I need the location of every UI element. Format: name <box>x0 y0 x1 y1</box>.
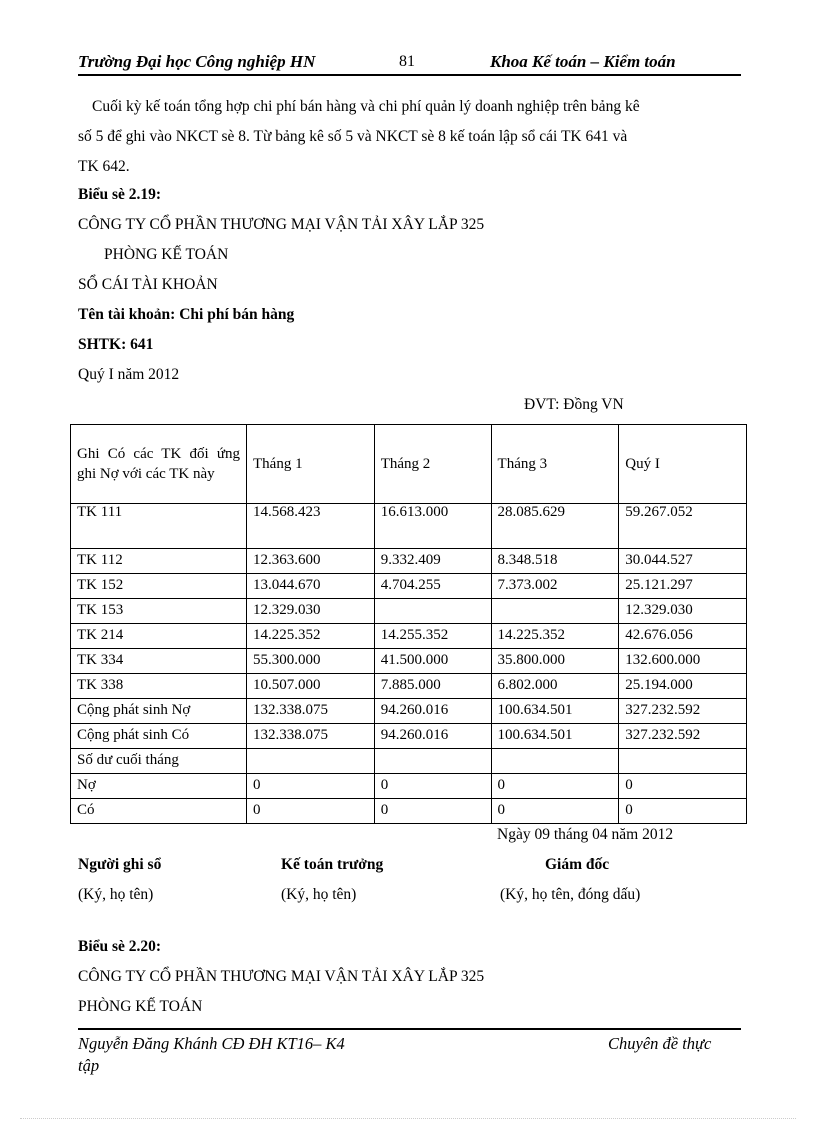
header-cell: Quý I <box>619 425 747 504</box>
account-number: SHTK: 641 <box>78 336 154 353</box>
table-cell: Cộng phát sinh Nợ <box>71 699 247 724</box>
table-cell: Cộng phát sinh Có <box>71 724 247 749</box>
header-cell: Tháng 2 <box>374 425 491 504</box>
table-cell: TK 214 <box>71 624 247 649</box>
table-cell: 132.338.075 <box>247 724 375 749</box>
currency-unit: ĐVT: Đồng VN <box>524 396 624 413</box>
table-cell: 59.267.052 <box>619 504 747 549</box>
table-row <box>71 649 747 674</box>
table-cell: 8.348.518 <box>491 549 619 574</box>
signature-role-director: Giám đốc <box>545 856 610 873</box>
table-cell: 0 <box>247 774 375 799</box>
table-cell: 327.232.592 <box>619 724 747 749</box>
table-cell: 0 <box>247 799 375 824</box>
table-cell: 13.044.670 <box>247 574 375 599</box>
table-cell: 132.338.075 <box>247 699 375 724</box>
table-cell <box>491 599 619 624</box>
table-cell: 0 <box>619 774 747 799</box>
header-school: Trường Đại học Công nghiệp HN <box>78 52 316 71</box>
table-cell: 7.885.000 <box>374 674 491 699</box>
account-name: Tên tài khoản: Chi phí bán hàng <box>78 306 295 323</box>
table-cell: 55.300.000 <box>247 649 375 674</box>
department-name-2: PHÒNG KẾ TOÁN <box>78 998 203 1015</box>
table-row <box>71 624 747 649</box>
table-cell <box>247 749 375 774</box>
table-cell: 12.329.030 <box>619 599 747 624</box>
table-cell: 0 <box>374 774 491 799</box>
table-row <box>71 549 747 574</box>
header-cell: Ghi Có các TK đối ứng ghi Nợ với các TK này <box>71 425 247 504</box>
intro-line-2: số 5 để ghi vào NKCT sè 8. Từ bảng kê số 5 và NKCT sè 8 kế toán lập sổ cái TK 641 và <box>78 128 628 145</box>
table-cell: Số dư cuối tháng <box>71 749 247 774</box>
header-cell: Tháng 1 <box>247 425 375 504</box>
table-cell <box>374 749 491 774</box>
table-cell: 14.225.352 <box>491 624 619 649</box>
header-faculty: Khoa Kế toán – Kiểm toán <box>490 52 676 71</box>
form-label: Biểu sè 2.19: <box>78 186 162 203</box>
table-cell: 35.800.000 <box>491 649 619 674</box>
table-cell: 41.500.000 <box>374 649 491 674</box>
company-name-2: CÔNG TY CỔ PHẦN THƯƠNG MẠI VẬN TẢI XÂY LẮP 325 <box>78 968 485 985</box>
footer-author: Nguyễn Đăng Khánh CĐ ĐH KT16– K4 <box>78 1034 345 1053</box>
table-cell: Có <box>71 799 247 824</box>
table-row <box>71 699 747 724</box>
table-cell: 0 <box>374 799 491 824</box>
intro-paragraph <box>78 92 740 182</box>
table-cell <box>619 749 747 774</box>
table-cell: 0 <box>619 799 747 824</box>
ledger-table <box>70 424 747 824</box>
table-cell: TK 153 <box>71 599 247 624</box>
table-row <box>71 599 747 624</box>
company-name: CÔNG TY CỔ PHẦN THƯƠNG MẠI VẬN TẢI XÂY LẮP 325 <box>78 216 485 233</box>
header-cell: Tháng 3 <box>491 425 619 504</box>
footer-rule <box>78 1028 741 1030</box>
table-cell: 25.194.000 <box>619 674 747 699</box>
table-cell: 100.634.501 <box>491 699 619 724</box>
table-cell: 0 <box>491 799 619 824</box>
table-cell: 100.634.501 <box>491 724 619 749</box>
table-cell: 42.676.056 <box>619 624 747 649</box>
table-cell: TK 112 <box>71 549 247 574</box>
table-row <box>71 674 747 699</box>
date-line: Ngày 09 tháng 04 năm 2012 <box>497 826 674 843</box>
table-cell: TK 338 <box>71 674 247 699</box>
table-cell: 0 <box>491 774 619 799</box>
table-cell <box>374 599 491 624</box>
table-cell: 6.802.000 <box>491 674 619 699</box>
footer-author-cont: tập <box>78 1056 100 1075</box>
signature-note-chief-accountant: (Ký, họ tên) <box>281 886 357 903</box>
header-rule <box>78 74 741 76</box>
table-cell: 94.260.016 <box>374 699 491 724</box>
intro-line-1: Cuối kỳ kế toán tổng hợp chi phí bán hàng và chi phí quản lý doanh nghiệp trên bảng kê <box>92 98 640 115</box>
footer-report-type: Chuyên đề thực <box>608 1034 712 1053</box>
page-number: 81 <box>399 53 415 70</box>
table-row <box>71 724 747 749</box>
signature-note-recorder: (Ký, họ tên) <box>78 886 154 903</box>
table-cell: TK 334 <box>71 649 247 674</box>
table-cell: 94.260.016 <box>374 724 491 749</box>
signature-role-chief-accountant: Kế toán trưởng <box>281 856 384 873</box>
table-cell: 30.044.527 <box>619 549 747 574</box>
table-row <box>71 774 747 799</box>
ledger-title: SỔ CÁI TÀI KHOẢN <box>78 276 218 293</box>
table-header-row <box>71 425 747 504</box>
table-cell: 7.373.002 <box>491 574 619 599</box>
intro-line-3: TK 642. <box>78 158 130 175</box>
signature-note-director: (Ký, họ tên, đóng dấu) <box>500 886 641 903</box>
table-cell: TK 152 <box>71 574 247 599</box>
period: Quý I năm 2012 <box>78 366 180 383</box>
table-cell: 4.704.255 <box>374 574 491 599</box>
table-cell: TK 111 <box>71 504 247 549</box>
table-cell: 28.085.629 <box>491 504 619 549</box>
table-cell: 16.613.000 <box>374 504 491 549</box>
table-cell: 9.332.409 <box>374 549 491 574</box>
table-cell: 12.363.600 <box>247 549 375 574</box>
table-cell: 10.507.000 <box>247 674 375 699</box>
table-cell: 14.255.352 <box>374 624 491 649</box>
table-cell: 327.232.592 <box>619 699 747 724</box>
signature-role-recorder: Người ghi sổ <box>78 856 162 873</box>
table-cell: 14.225.352 <box>247 624 375 649</box>
table-cell: Nợ <box>71 774 247 799</box>
table-cell: 132.600.000 <box>619 649 747 674</box>
table-row <box>71 749 747 774</box>
table-cell: 14.568.423 <box>247 504 375 549</box>
form-label-2: Biểu sè 2.20: <box>78 938 162 955</box>
table-row <box>71 799 747 824</box>
table-cell <box>491 749 619 774</box>
table-cell: 12.329.030 <box>247 599 375 624</box>
table-row <box>71 574 747 599</box>
table-row <box>71 504 747 549</box>
page-edge <box>20 1118 796 1119</box>
department-name: PHÒNG KẾ TOÁN <box>104 246 229 263</box>
table-cell: 25.121.297 <box>619 574 747 599</box>
